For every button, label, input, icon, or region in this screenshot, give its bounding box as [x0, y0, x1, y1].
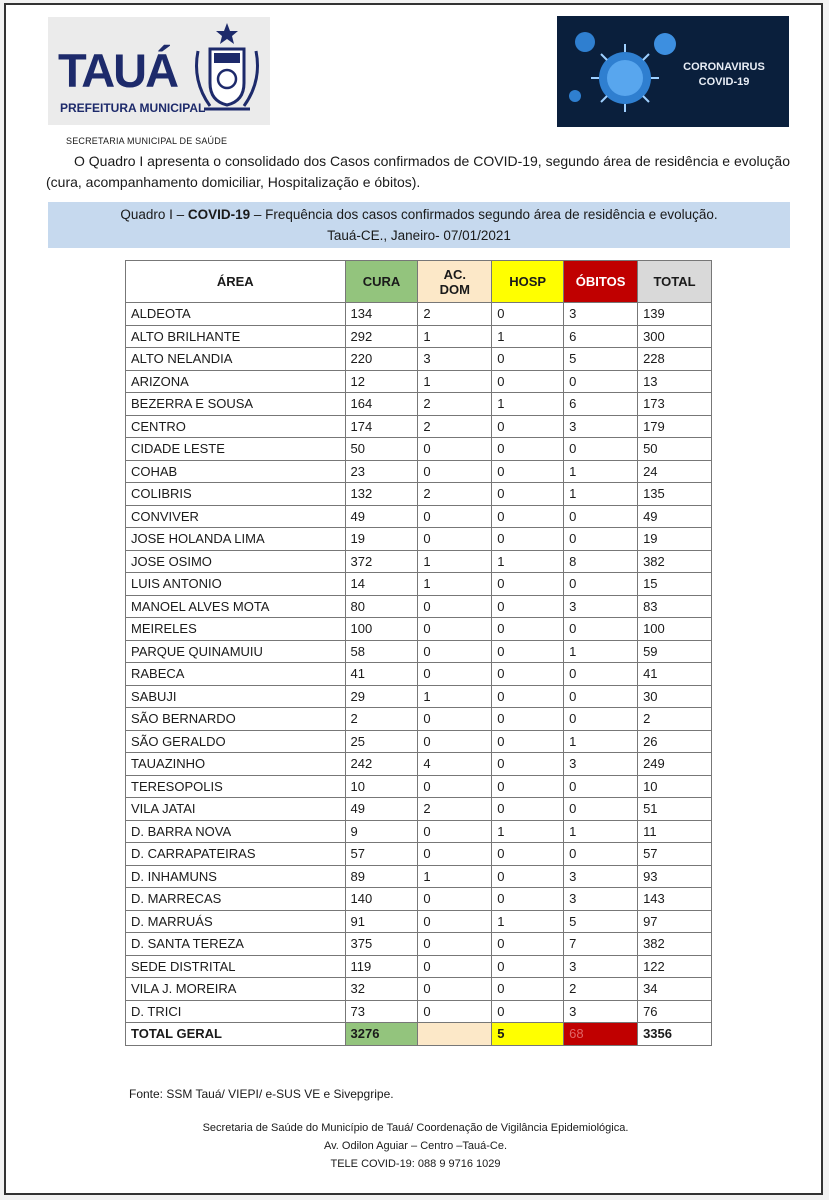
cell-area: JOSE OSIMO — [126, 550, 346, 573]
table-row — [126, 933, 712, 956]
table-row — [126, 325, 712, 348]
cell-total: 249 — [638, 753, 712, 776]
cell-cura: 372 — [345, 550, 418, 573]
table-row — [126, 978, 712, 1001]
cell-acdom: 0 — [418, 933, 492, 956]
table-row — [126, 595, 712, 618]
table-row — [126, 528, 712, 551]
cell-hosp: 0 — [492, 730, 564, 753]
table-row — [126, 505, 712, 528]
cell-obitos: 0 — [564, 438, 638, 461]
cell-obitos: 5 — [564, 348, 638, 371]
cell-hosp: 1 — [492, 393, 564, 416]
caption-line-1 — [48, 204, 790, 225]
cell-hosp: 0 — [492, 483, 564, 506]
cell-hosp: 0 — [492, 595, 564, 618]
cell-total: 41 — [638, 663, 712, 686]
cell-area: VILA JATAI — [126, 798, 346, 821]
cell-obitos: 6 — [564, 325, 638, 348]
total-obitos: 68 — [564, 1023, 638, 1046]
cell-hosp: 0 — [492, 685, 564, 708]
intro-text: O Quadro I apresenta o consolidado dos Casos confirmados de COVID-19, segundo área de residência e evolução (cura, acompanhamento domiciliar, Hospitalização e óbitos). — [46, 153, 790, 190]
cell-total: 97 — [638, 910, 712, 933]
cell-acdom: 4 — [418, 753, 492, 776]
cell-area: PARQUE QUINAMUIU — [126, 640, 346, 663]
cell-area: TERESOPOLIS — [126, 775, 346, 798]
cell-area: ALTO BRILHANTE — [126, 325, 346, 348]
header-acdom-line-2: DOM — [439, 281, 470, 297]
cell-acdom: 0 — [418, 528, 492, 551]
cell-cura: 29 — [345, 685, 418, 708]
caption-prefix: Quadro I – — [120, 207, 188, 222]
cell-area: COHAB — [126, 460, 346, 483]
cell-area: CENTRO — [126, 415, 346, 438]
cell-hosp: 1 — [492, 325, 564, 348]
table-caption — [48, 202, 790, 248]
cell-cura: 9 — [345, 820, 418, 843]
cell-acdom: 2 — [418, 798, 492, 821]
table-row — [126, 685, 712, 708]
cell-area: CIDADE LESTE — [126, 438, 346, 461]
table-header-row — [126, 261, 712, 303]
cell-hosp: 0 — [492, 1000, 564, 1023]
table-row — [126, 393, 712, 416]
cell-area: ARIZONA — [126, 370, 346, 393]
cell-area: RABECA — [126, 663, 346, 686]
cell-acdom: 0 — [418, 978, 492, 1001]
cell-hosp: 0 — [492, 640, 564, 663]
cell-cura: 57 — [345, 843, 418, 866]
cell-obitos: 3 — [564, 595, 638, 618]
cell-obitos: 3 — [564, 865, 638, 888]
taua-logo — [48, 17, 270, 125]
cell-hosp: 0 — [492, 798, 564, 821]
cell-total: 83 — [638, 595, 712, 618]
table-row — [126, 798, 712, 821]
cell-acdom: 0 — [418, 820, 492, 843]
table-row — [126, 348, 712, 371]
cell-acdom: 3 — [418, 348, 492, 371]
cell-obitos: 0 — [564, 663, 638, 686]
coat-of-arms-icon — [188, 21, 266, 121]
cell-total: 300 — [638, 325, 712, 348]
banner-line-2: COVID-19 — [698, 76, 750, 88]
cell-acdom: 0 — [418, 708, 492, 731]
cell-area: SÃO BERNARDO — [126, 708, 346, 731]
header-area: ÁREA — [126, 261, 346, 303]
cell-obitos: 0 — [564, 775, 638, 798]
table-row — [126, 550, 712, 573]
cell-obitos: 0 — [564, 528, 638, 551]
cell-obitos: 0 — [564, 708, 638, 731]
cell-area: D. MARRUÁS — [126, 910, 346, 933]
cell-cura: 80 — [345, 595, 418, 618]
cell-area: SEDE DISTRITAL — [126, 955, 346, 978]
cell-acdom: 0 — [418, 1000, 492, 1023]
cell-total: 382 — [638, 933, 712, 956]
cell-acdom: 1 — [418, 573, 492, 596]
cell-total: 135 — [638, 483, 712, 506]
cell-area: MEIRELES — [126, 618, 346, 641]
cell-obitos: 1 — [564, 483, 638, 506]
cell-obitos: 3 — [564, 303, 638, 326]
cell-hosp: 0 — [492, 460, 564, 483]
cell-cura: 50 — [345, 438, 418, 461]
cell-obitos: 1 — [564, 640, 638, 663]
cell-area: D. SANTA TEREZA — [126, 933, 346, 956]
cell-hosp: 1 — [492, 910, 564, 933]
cell-cura: 292 — [345, 325, 418, 348]
table-row — [126, 708, 712, 731]
banner-line-1: CORONAVIRUS — [683, 61, 765, 73]
cell-acdom: 2 — [418, 415, 492, 438]
header-obitos: ÓBITOS — [564, 261, 638, 303]
cell-acdom: 0 — [418, 618, 492, 641]
cell-area: ALDEOTA — [126, 303, 346, 326]
source-note: Fonte: SSM Tauá/ VIEPI/ e-SUS VE e Sivepgripe. — [129, 1087, 394, 1101]
cell-obitos: 0 — [564, 618, 638, 641]
cell-hosp: 0 — [492, 663, 564, 686]
logo-name: TAUÁ — [58, 44, 178, 97]
cell-acdom: 2 — [418, 393, 492, 416]
cell-obitos: 8 — [564, 550, 638, 573]
cell-total: 143 — [638, 888, 712, 911]
cell-obitos: 1 — [564, 730, 638, 753]
cell-acdom: 1 — [418, 325, 492, 348]
footer-line-1: Secretaria de Saúde do Município de Tauá/ Coordenação de Vigilância Epidemiológica. — [202, 1122, 629, 1134]
table-row — [126, 865, 712, 888]
logo-subtitle: PREFEITURA MUNICIPAL — [60, 101, 206, 115]
table-row — [126, 663, 712, 686]
cell-acdom: 0 — [418, 505, 492, 528]
cell-cura: 10 — [345, 775, 418, 798]
cell-cura: 132 — [345, 483, 418, 506]
total-cura: 3276 — [345, 1023, 418, 1046]
cell-cura: 12 — [345, 370, 418, 393]
cell-hosp: 0 — [492, 505, 564, 528]
table-row — [126, 955, 712, 978]
cell-obitos: 3 — [564, 955, 638, 978]
cell-obitos: 1 — [564, 460, 638, 483]
cell-total: 49 — [638, 505, 712, 528]
cell-total: 11 — [638, 820, 712, 843]
cell-acdom: 1 — [418, 550, 492, 573]
cell-total: 19 — [638, 528, 712, 551]
table-row — [126, 483, 712, 506]
cell-total: 13 — [638, 370, 712, 393]
cell-hosp: 1 — [492, 820, 564, 843]
cell-acdom: 0 — [418, 888, 492, 911]
cell-cura: 91 — [345, 910, 418, 933]
cell-area: D. INHAMUNS — [126, 865, 346, 888]
table-row — [126, 573, 712, 596]
cell-area: D. BARRA NOVA — [126, 820, 346, 843]
cell-obitos: 0 — [564, 573, 638, 596]
cell-acdom: 0 — [418, 775, 492, 798]
cell-area: D. MARRECAS — [126, 888, 346, 911]
table-row — [126, 843, 712, 866]
cell-cura: 174 — [345, 415, 418, 438]
cell-hosp: 0 — [492, 843, 564, 866]
cell-total: 59 — [638, 640, 712, 663]
cell-area: TAUAZINHO — [126, 753, 346, 776]
total-hosp: 5 — [492, 1023, 564, 1046]
total-row — [126, 1023, 712, 1046]
cell-total: 30 — [638, 685, 712, 708]
cell-cura: 242 — [345, 753, 418, 776]
table-row — [126, 415, 712, 438]
table-row — [126, 753, 712, 776]
cell-acdom: 2 — [418, 303, 492, 326]
cell-total: 15 — [638, 573, 712, 596]
cell-total: 100 — [638, 618, 712, 641]
caption-bold: COVID-19 — [187, 207, 251, 222]
table-row — [126, 730, 712, 753]
header-cura: CURA — [345, 261, 418, 303]
cell-hosp: 0 — [492, 573, 564, 596]
total-acdom — [418, 1023, 492, 1046]
header-acdom-line-1: AC. — [443, 266, 467, 282]
cell-total: 139 — [638, 303, 712, 326]
cell-obitos: 3 — [564, 888, 638, 911]
cell-cura: 25 — [345, 730, 418, 753]
cell-area: JOSE HOLANDA LIMA — [126, 528, 346, 551]
cell-cura: 23 — [345, 460, 418, 483]
cell-cura: 119 — [345, 955, 418, 978]
cell-cura: 14 — [345, 573, 418, 596]
cell-obitos: 0 — [564, 370, 638, 393]
cell-hosp: 0 — [492, 370, 564, 393]
table-row — [126, 618, 712, 641]
cell-hosp: 0 — [492, 303, 564, 326]
cell-area: CONVIVER — [126, 505, 346, 528]
cell-cura: 89 — [345, 865, 418, 888]
cell-total: 51 — [638, 798, 712, 821]
table-row — [126, 888, 712, 911]
cell-hosp: 0 — [492, 888, 564, 911]
cell-hosp: 0 — [492, 865, 564, 888]
table-row — [126, 460, 712, 483]
banner-text — [669, 60, 779, 90]
cell-hosp: 0 — [492, 978, 564, 1001]
cell-cura: 100 — [345, 618, 418, 641]
cell-acdom: 0 — [418, 460, 492, 483]
caption-line-2: Tauá-CE., Janeiro- 07/01/2021 — [327, 228, 511, 243]
footer-line-2: Av. Odilon Aguiar – Centro –Tauá-Ce. — [323, 1140, 508, 1152]
table-body — [126, 303, 712, 1023]
table-row — [126, 640, 712, 663]
cell-area: MANOEL ALVES MOTA — [126, 595, 346, 618]
cell-obitos: 5 — [564, 910, 638, 933]
total-total: 3356 — [638, 1023, 712, 1046]
cell-cura: 58 — [345, 640, 418, 663]
cell-hosp: 0 — [492, 415, 564, 438]
cell-obitos: 3 — [564, 1000, 638, 1023]
cell-obitos: 1 — [564, 820, 638, 843]
cell-total: 2 — [638, 708, 712, 731]
cell-acdom: 0 — [418, 843, 492, 866]
cell-area: LUIS ANTONIO — [126, 573, 346, 596]
cell-cura: 49 — [345, 798, 418, 821]
cell-cura: 375 — [345, 933, 418, 956]
footer-line-3: TELE COVID-19: 088 9 9716 1029 — [330, 1158, 501, 1170]
cell-obitos: 6 — [564, 393, 638, 416]
cell-total: 57 — [638, 843, 712, 866]
table-row — [126, 370, 712, 393]
cell-hosp: 0 — [492, 528, 564, 551]
cell-area: D. TRICI — [126, 1000, 346, 1023]
footer — [6, 1119, 825, 1173]
cell-cura: 19 — [345, 528, 418, 551]
cell-cura: 134 — [345, 303, 418, 326]
cell-cura: 49 — [345, 505, 418, 528]
cell-cura: 32 — [345, 978, 418, 1001]
cell-total: 382 — [638, 550, 712, 573]
cell-obitos: 0 — [564, 843, 638, 866]
cell-total: 228 — [638, 348, 712, 371]
cell-area: BEZERRA E SOUSA — [126, 393, 346, 416]
cell-hosp: 0 — [492, 955, 564, 978]
document-page — [4, 3, 823, 1195]
cell-total: 179 — [638, 415, 712, 438]
table-row — [126, 438, 712, 461]
cell-cura: 73 — [345, 1000, 418, 1023]
cell-acdom: 1 — [418, 685, 492, 708]
cell-hosp: 0 — [492, 933, 564, 956]
cell-hosp: 0 — [492, 618, 564, 641]
cell-cura: 164 — [345, 393, 418, 416]
cell-total: 173 — [638, 393, 712, 416]
cell-acdom: 0 — [418, 955, 492, 978]
cell-hosp: 1 — [492, 550, 564, 573]
cell-area: D. CARRAPATEIRAS — [126, 843, 346, 866]
cell-obitos: 7 — [564, 933, 638, 956]
cell-cura: 220 — [345, 348, 418, 371]
cell-cura: 2 — [345, 708, 418, 731]
cell-acdom: 0 — [418, 438, 492, 461]
cell-acdom: 2 — [418, 483, 492, 506]
intro-paragraph — [46, 151, 798, 193]
cell-obitos: 0 — [564, 685, 638, 708]
cell-total: 50 — [638, 438, 712, 461]
table-row — [126, 820, 712, 843]
cell-acdom: 1 — [418, 865, 492, 888]
cell-acdom: 0 — [418, 640, 492, 663]
cell-area: VILA J. MOREIRA — [126, 978, 346, 1001]
cell-hosp: 0 — [492, 775, 564, 798]
cell-obitos: 3 — [564, 415, 638, 438]
cases-table — [125, 260, 712, 1046]
cell-area: SÃO GERALDO — [126, 730, 346, 753]
cell-total: 26 — [638, 730, 712, 753]
total-label: TOTAL GERAL — [126, 1023, 346, 1046]
cell-total: 76 — [638, 1000, 712, 1023]
caption-suffix: – Frequência dos casos confirmados segundo área de residência e evolução. — [250, 207, 718, 222]
header-acdom — [418, 261, 492, 303]
cell-acdom: 0 — [418, 910, 492, 933]
cell-cura: 41 — [345, 663, 418, 686]
cell-area: SABUJI — [126, 685, 346, 708]
cell-acdom: 0 — [418, 730, 492, 753]
cell-obitos: 0 — [564, 798, 638, 821]
table-row — [126, 1000, 712, 1023]
table-row — [126, 303, 712, 326]
cell-obitos: 3 — [564, 753, 638, 776]
cell-area: COLIBRIS — [126, 483, 346, 506]
cell-acdom: 1 — [418, 370, 492, 393]
cell-obitos: 2 — [564, 978, 638, 1001]
header-total: TOTAL — [638, 261, 712, 303]
cell-hosp: 0 — [492, 708, 564, 731]
table-row — [126, 775, 712, 798]
cell-hosp: 0 — [492, 753, 564, 776]
cell-hosp: 0 — [492, 348, 564, 371]
cell-total: 122 — [638, 955, 712, 978]
cell-total: 34 — [638, 978, 712, 1001]
cell-total: 24 — [638, 460, 712, 483]
cell-total: 93 — [638, 865, 712, 888]
cell-cura: 140 — [345, 888, 418, 911]
cell-hosp: 0 — [492, 438, 564, 461]
cell-obitos: 0 — [564, 505, 638, 528]
department-name: SECRETARIA MUNICIPAL DE SAÚDE — [66, 136, 228, 146]
cell-area: ALTO NELANDIA — [126, 348, 346, 371]
coronavirus-banner — [557, 16, 789, 127]
header-hosp: HOSP — [492, 261, 564, 303]
table-row — [126, 910, 712, 933]
cell-total: 10 — [638, 775, 712, 798]
cell-acdom: 0 — [418, 663, 492, 686]
cell-acdom: 0 — [418, 595, 492, 618]
